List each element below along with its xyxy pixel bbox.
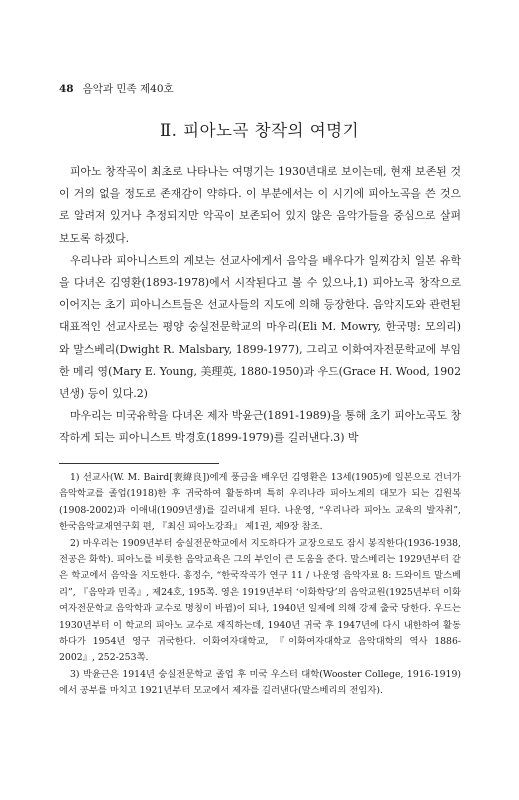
page-number: 48 bbox=[59, 83, 74, 95]
paragraph: 피아노 창작곡이 최초로 나타나는 여명기는 1930년대로 보이는데, 현재 보존된 것이 거의 없을 정도로 존재감이 약하다. 이 부분에서는 이 시기에 피아노곡을 쓴 것으로 알려져 있거나 추정되지만 악곡이 보존되어 있지 않은 음악가들을 중심으로 살펴보도록 하겠다. bbox=[59, 165, 461, 245]
paragraph: 마우리는 미국유학을 다녀온 제자 박윤근(1891-1989)을 통해 초기 피아노곡도 창작하게 되는 피아니스트 박경호(1899-1979)를 길러낸다.3) 박 bbox=[59, 409, 461, 445]
footnote: 3) 박윤근은 1914년 숭실전문학교 졸업 후 미국 우스터 대학(Wooster College, 1916-1919)에서 공부를 마치고 1921년부터 모교에서 제자를 길러낸다(말스베리의 전임자). bbox=[59, 668, 461, 697]
journal-title: 음악과 민족 제40호 bbox=[82, 83, 174, 95]
section-title: Ⅱ. 피아노곡 창작의 여명기 bbox=[159, 121, 360, 140]
footnote: 1) 선교사(W. M. Baird[裵緯良])에게 풍금을 배우던 김영환은 13세(1905)에 일본으로 건너가 음악학교를 졸업(1918)한 후 귀국하여 활동하며 특히 우리나라 피아노계의 대모가 되는 김원복(1908-2002)과 이애내(1909년생)를 길러내게 된다. 나운영, “우리나라 피아노 교육의 발자취”, 한국음악교재연구회 편, 『최신 피아노강좌』 제1권, 제9장 참조. bbox=[59, 472, 461, 533]
footnote-divider bbox=[59, 463, 219, 464]
paragraph: 우리나라 피아니스트의 계보는 선교사에게서 음악을 배우다가 일찌감치 일본 유학을 다녀온 김영환(1893-1978)에서 시작된다고 볼 수 있으나,1) 피아노곡 창작으로 이어지는 초기 피아니스트들은 선교사들의 지도에 의해 등장한다. 음악지도와 관련된 대표적인 선교사로는 평양 숭실전문학교의 마우리(Eli M. Mowry, 한국명: 모의리)와 말스베리(Dwight R. Malsbary, 1899-1977), 그리고 이화여자전문학교에 부임한 메리 영(Mary E. Young, 美理英, 1880-1950)과 우드(Grace H. Wood, 1902년생) 등이 있다.2) bbox=[59, 253, 461, 401]
footnote: 2) 마우리는 1909년부터 숭실전문학교에서 지도하다가 교장으로도 잠시 봉직한다(1936-1938, 전공은 화학). 피아노를 비롯한 음악교육은 그의 부인이 큰 도움을 준다. 말스베리는 1929년부터 같은 학교에서 음악을 지도한다. 홍정수, “한국작곡가 연구 11 / 나운영 음악자료 8: 드와이트 말스베리”, 『음악과 민족』, 제24호, 195쪽. 영은 1919년부터 ‘이화학당’의 음악교원(1925년부터 이화여자전문학교 음악학과 교수로 명칭이 바뀜)이 되나, 1940년 일제에 의해 강제 출국 당한다. 우드는 1930년부터 이 학교의 피아노 교수로 재직하는데, 1940년 귀국 후 1947년에 다시 내한하여 활동하다가 1954년 영구 귀국한다. 이화여자대학교, 『이화여자대학교 음악대학의 역사 1886-2002』, 252-253쪽. bbox=[59, 537, 461, 664]
running-header bbox=[59, 81, 174, 96]
body-text bbox=[59, 161, 461, 450]
footnotes bbox=[59, 470, 461, 700]
